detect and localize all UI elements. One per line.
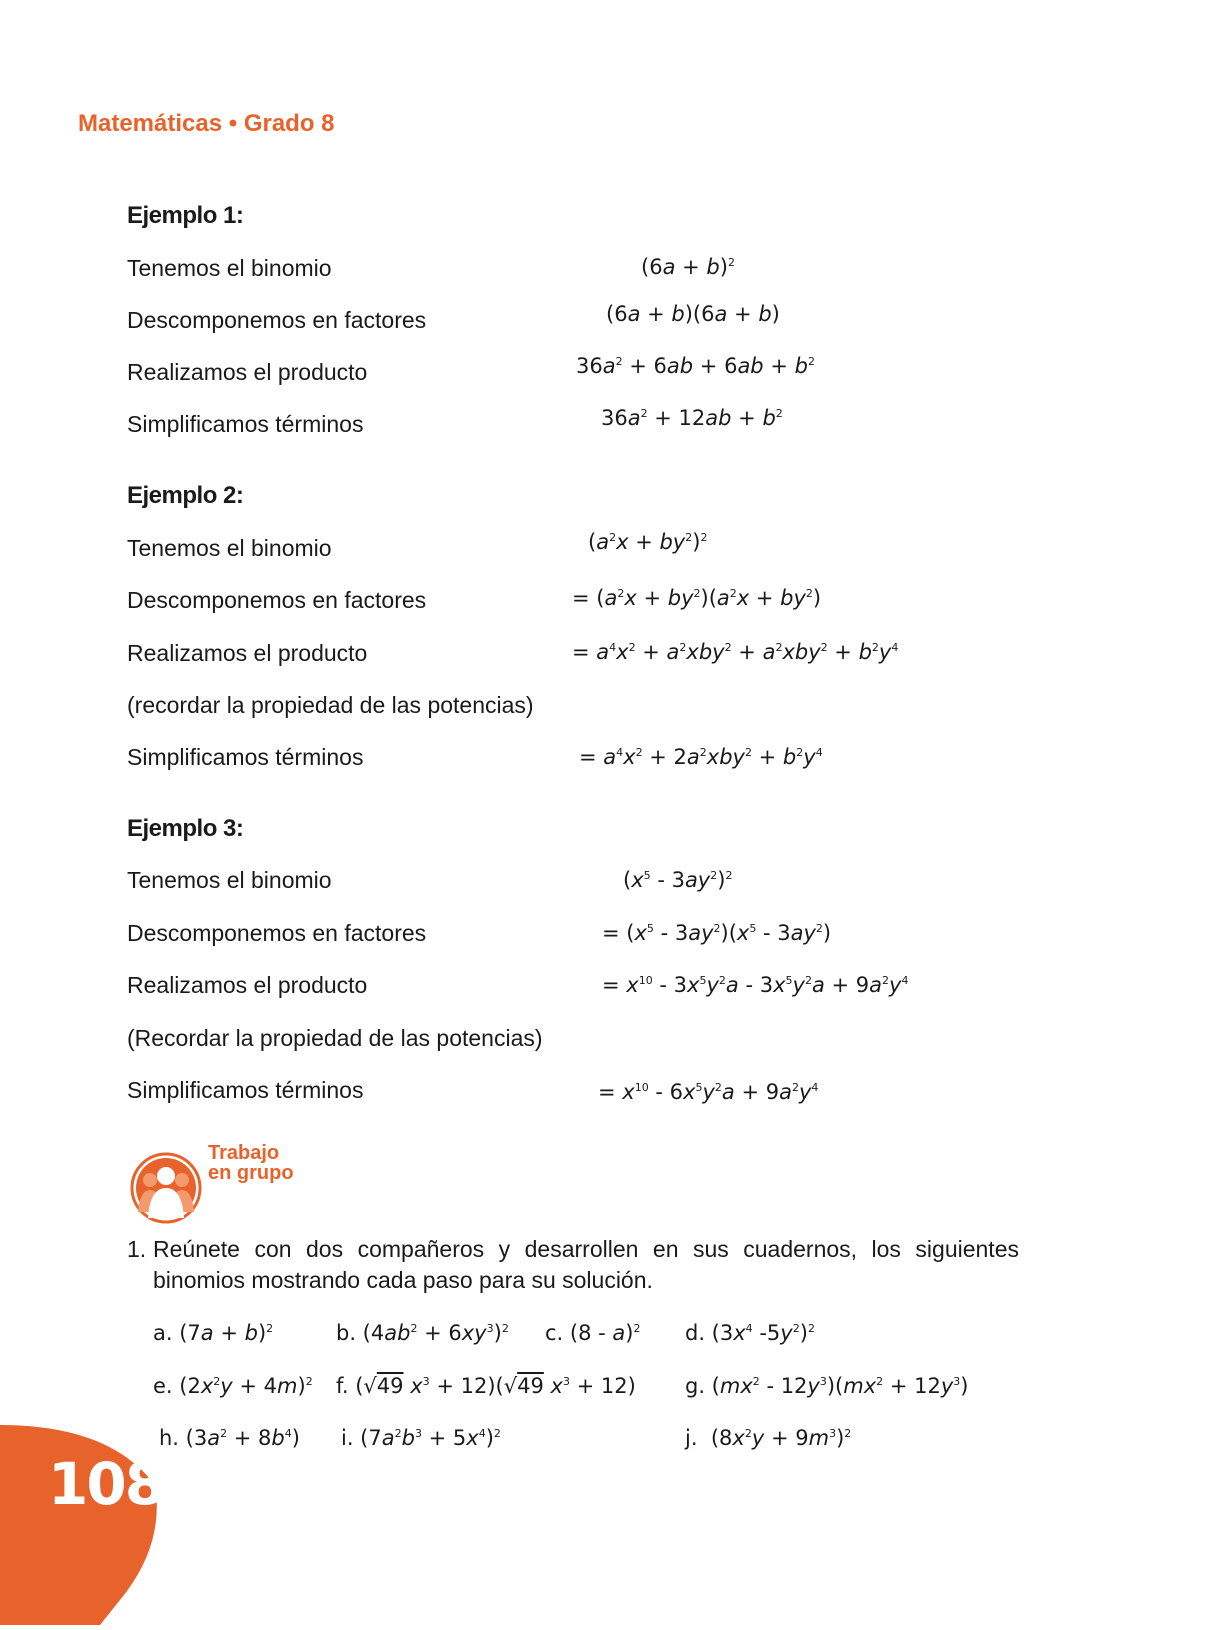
math-expression: $(6a + b)^2$ — [641, 255, 735, 279]
page-number: 108 — [48, 1450, 164, 1518]
math-expression: $(a^2x + by^2)^2$ — [588, 530, 708, 554]
math-expression: $36a^2 + 12ab + b^2$ — [601, 406, 783, 430]
header-grade: Grado 8 — [243, 110, 335, 137]
example-2-title: Ejemplo 2: — [127, 482, 244, 509]
page-header — [78, 110, 335, 138]
math-expression: $36a^2 + 6ab + 6ab + b^2$ — [576, 354, 815, 378]
step-label: Realizamos el producto — [127, 359, 368, 385]
header-bullet: • — [228, 110, 238, 137]
exercise-a: a. $(7a + b)^2$ — [153, 1321, 274, 1345]
exercise-d: d. ($3x^4$ $-5y^2)^2$ — [685, 1321, 815, 1345]
step-label: Realizamos el producto — [127, 972, 368, 998]
step-label: Simplificamos términos — [127, 1077, 364, 1103]
group-work-icon — [130, 1152, 202, 1224]
example-1-title: Ejemplo 1: — [127, 202, 244, 229]
math-expression: = $x^{10} - 6x^5y^2a + 9a^2y^4$ — [598, 1080, 819, 1104]
math-expression: = $x^{10} - 3x^5y^2a - 3x^5y^2a + 9a^2y^4$ — [602, 973, 909, 997]
step-label: Tenemos el binomio — [127, 867, 332, 893]
group-work-label — [208, 1143, 328, 1183]
math-expression: $(x^5 - 3ay^2)^2$ — [623, 868, 733, 892]
group-work-line-1: Trabajo — [208, 1142, 280, 1164]
step-label: Realizamos el producto — [127, 640, 368, 666]
step-label: Tenemos el binomio — [127, 535, 332, 561]
step-label: Descomponemos en factores — [127, 920, 427, 946]
example-3-title: Ejemplo 3: — [127, 815, 244, 842]
group-work-line-2: en grupo — [208, 1162, 294, 1184]
task-item — [127, 1234, 1019, 1296]
task-number: 1. — [127, 1236, 147, 1262]
step-label: Simplificamos términos — [127, 744, 364, 770]
step-label: Simplificamos términos — [127, 411, 364, 437]
math-expression: = $(x^5 - 3ay^2)(x^5 - 3ay^2)$ — [602, 921, 832, 945]
exercise-g: g. $(mx^2 - 12y^3)(mx^2 + 12y^3)$ — [685, 1374, 969, 1398]
math-expression: = $a^4x^2 + 2a^2xby^2 + b^2y^4$ — [579, 745, 823, 769]
exercise-e: e. $(2x^2y + 4m)^2$ — [153, 1374, 313, 1398]
task-text: Reúnete con dos compañeros y desarrollen en sus cuadernos, los siguientes binomios mostrando cada paso para su solución. — [153, 1236, 1019, 1293]
step-label: Tenemos el binomio — [127, 255, 332, 281]
exercise-h: h. $(3a^2 + 8b^4)$ — [159, 1426, 300, 1450]
step-label: Descomponemos en factores — [127, 587, 427, 613]
exercise-i: i. $(7a^2b^3 + 5x^4)^2$ — [341, 1426, 501, 1450]
exercise-c: c. (8 - a)$^2$ — [545, 1321, 641, 1345]
math-expression: = $a^4x^2 + a^2xby^2 + a^2xby^2 + b^2y^4$ — [572, 640, 899, 664]
step-label: Descomponemos en factores — [127, 307, 427, 333]
step-note: (recordar la propiedad de las potencias) — [127, 692, 534, 718]
math-expression: (6a + b)(6a + b) — [606, 302, 780, 326]
exercise-j: j. $(8x^2y + 9m^3)^2$ — [685, 1426, 852, 1450]
step-note: (Recordar la propiedad de las potencias) — [127, 1025, 543, 1051]
exercise-b: b. $(4ab^2 + 6xy^3)^2$ — [336, 1321, 509, 1345]
math-expression: = $(a^2x + by^2)(a^2x + by^2)$ — [572, 586, 822, 610]
header-subject: Matemáticas — [78, 110, 223, 137]
exercise-f: f. (√49 $x^3 + 12)(√49$ $x^3 + 12$) — [336, 1374, 636, 1398]
